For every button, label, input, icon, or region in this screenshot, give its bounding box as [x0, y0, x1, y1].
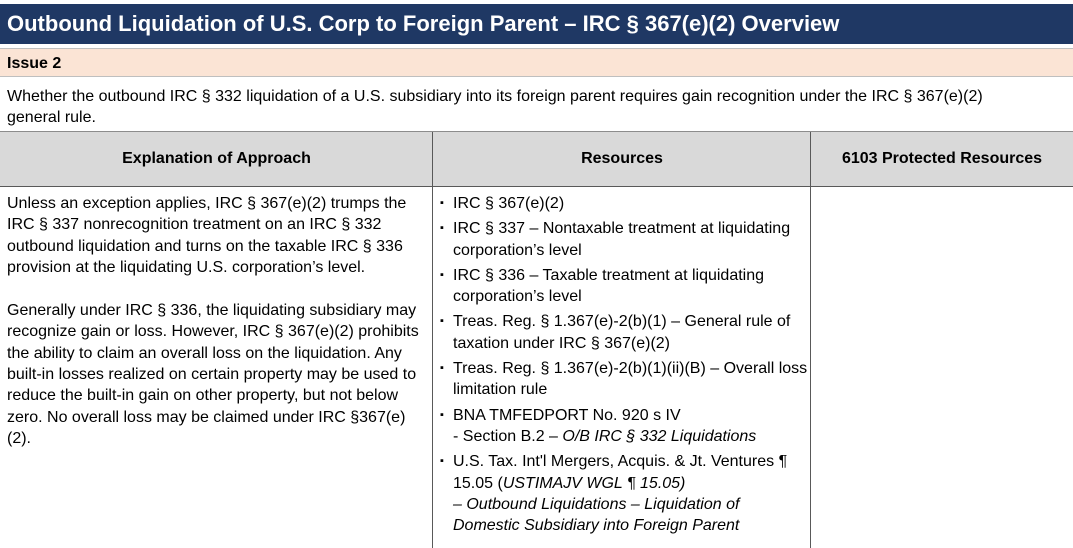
bullet-icon: ▪	[440, 222, 444, 235]
list-item: ▪ BNA TMFEDPORT No. 920 s IV - Section B.2 – O/B IRC § 332 Liquidations	[440, 406, 757, 445]
list-item: ▪ IRC § 336 – Taxable treatment at liquidating corporation’s level	[440, 266, 765, 306]
bullet-icon: ▪	[440, 268, 444, 281]
list-item: ▪ IRC § 337 – Nontaxable treatment at liquidating corporation’s level	[440, 220, 791, 259]
explanation-cell	[0, 187, 432, 471]
page-title: Outbound Liquidation of U.S. Corp to Foreign Parent – IRC § 367(e)(2) Overview	[0, 4, 1073, 44]
bullet-icon: ▪	[440, 455, 444, 468]
bullet-icon: ▪	[440, 362, 444, 375]
issue-label: Issue 2	[0, 48, 1073, 77]
bullet-icon: ▪	[440, 408, 444, 421]
issue-description: Whether the outbound IRC § 332 liquidation of a U.S. subsidiary into its foreign parent requires gain recognition under the IRC § 367(e)(2) general rule.	[7, 88, 983, 126]
column-divider	[432, 132, 433, 548]
header-explanation: Explanation of Approach	[122, 150, 311, 167]
list-item: ▪ U.S. Tax. Int'l Mergers, Acquis. & Jt. Ventures ¶ 15.05 (USTIMAJV WGL ¶ 15.05) – Outbound Liquidations – Liquidation of Domestic Subsidiary into Foreign Parent	[440, 453, 788, 535]
protected-resources-cell	[811, 187, 1073, 548]
resources-list	[439, 193, 808, 536]
list-item: ▪ IRC § 367(e)(2)	[439, 193, 808, 214]
list-item: ▪ Treas. Reg. § 1.367(e)-2(b)(1) – General rule of taxation under IRC § 367(e)(2)	[440, 313, 791, 352]
overview-table	[0, 131, 1073, 548]
header-protected-resources: 6103 Protected Resources	[841, 150, 1043, 167]
header-resources: Resources	[581, 150, 663, 167]
table-header-row	[0, 132, 1073, 187]
explanation-paragraph-1: Unless an exception applies, IRC § 367(e)(2) trumps the IRC § 337 nonrecognition treatment on an IRC § 332 outbound liquidation and turns on the taxable IRC § 336 provision at the liquidating U.S. corporation’s level.	[7, 195, 407, 276]
resources-cell	[434, 187, 810, 540]
explanation-paragraph-2: Generally under IRC § 336, the liquidating subsidiary may recognize gain or loss. However, IRC § 367(e)(2) prohibits the ability to claim an overall loss on the liquidation. Any built-in losses realized on certain property may be used to reduce the built-in gain on other property, but not below zero. No overall loss may be claimed under IRC §367(e)(2).	[7, 302, 419, 447]
list-item: ▪ Treas. Reg. § 1.367(e)-2(b)(1)(ii)(B) – Overall loss limitation rule	[440, 360, 808, 399]
bullet-icon: ▪	[440, 197, 444, 209]
bullet-icon: ▪	[440, 315, 444, 328]
